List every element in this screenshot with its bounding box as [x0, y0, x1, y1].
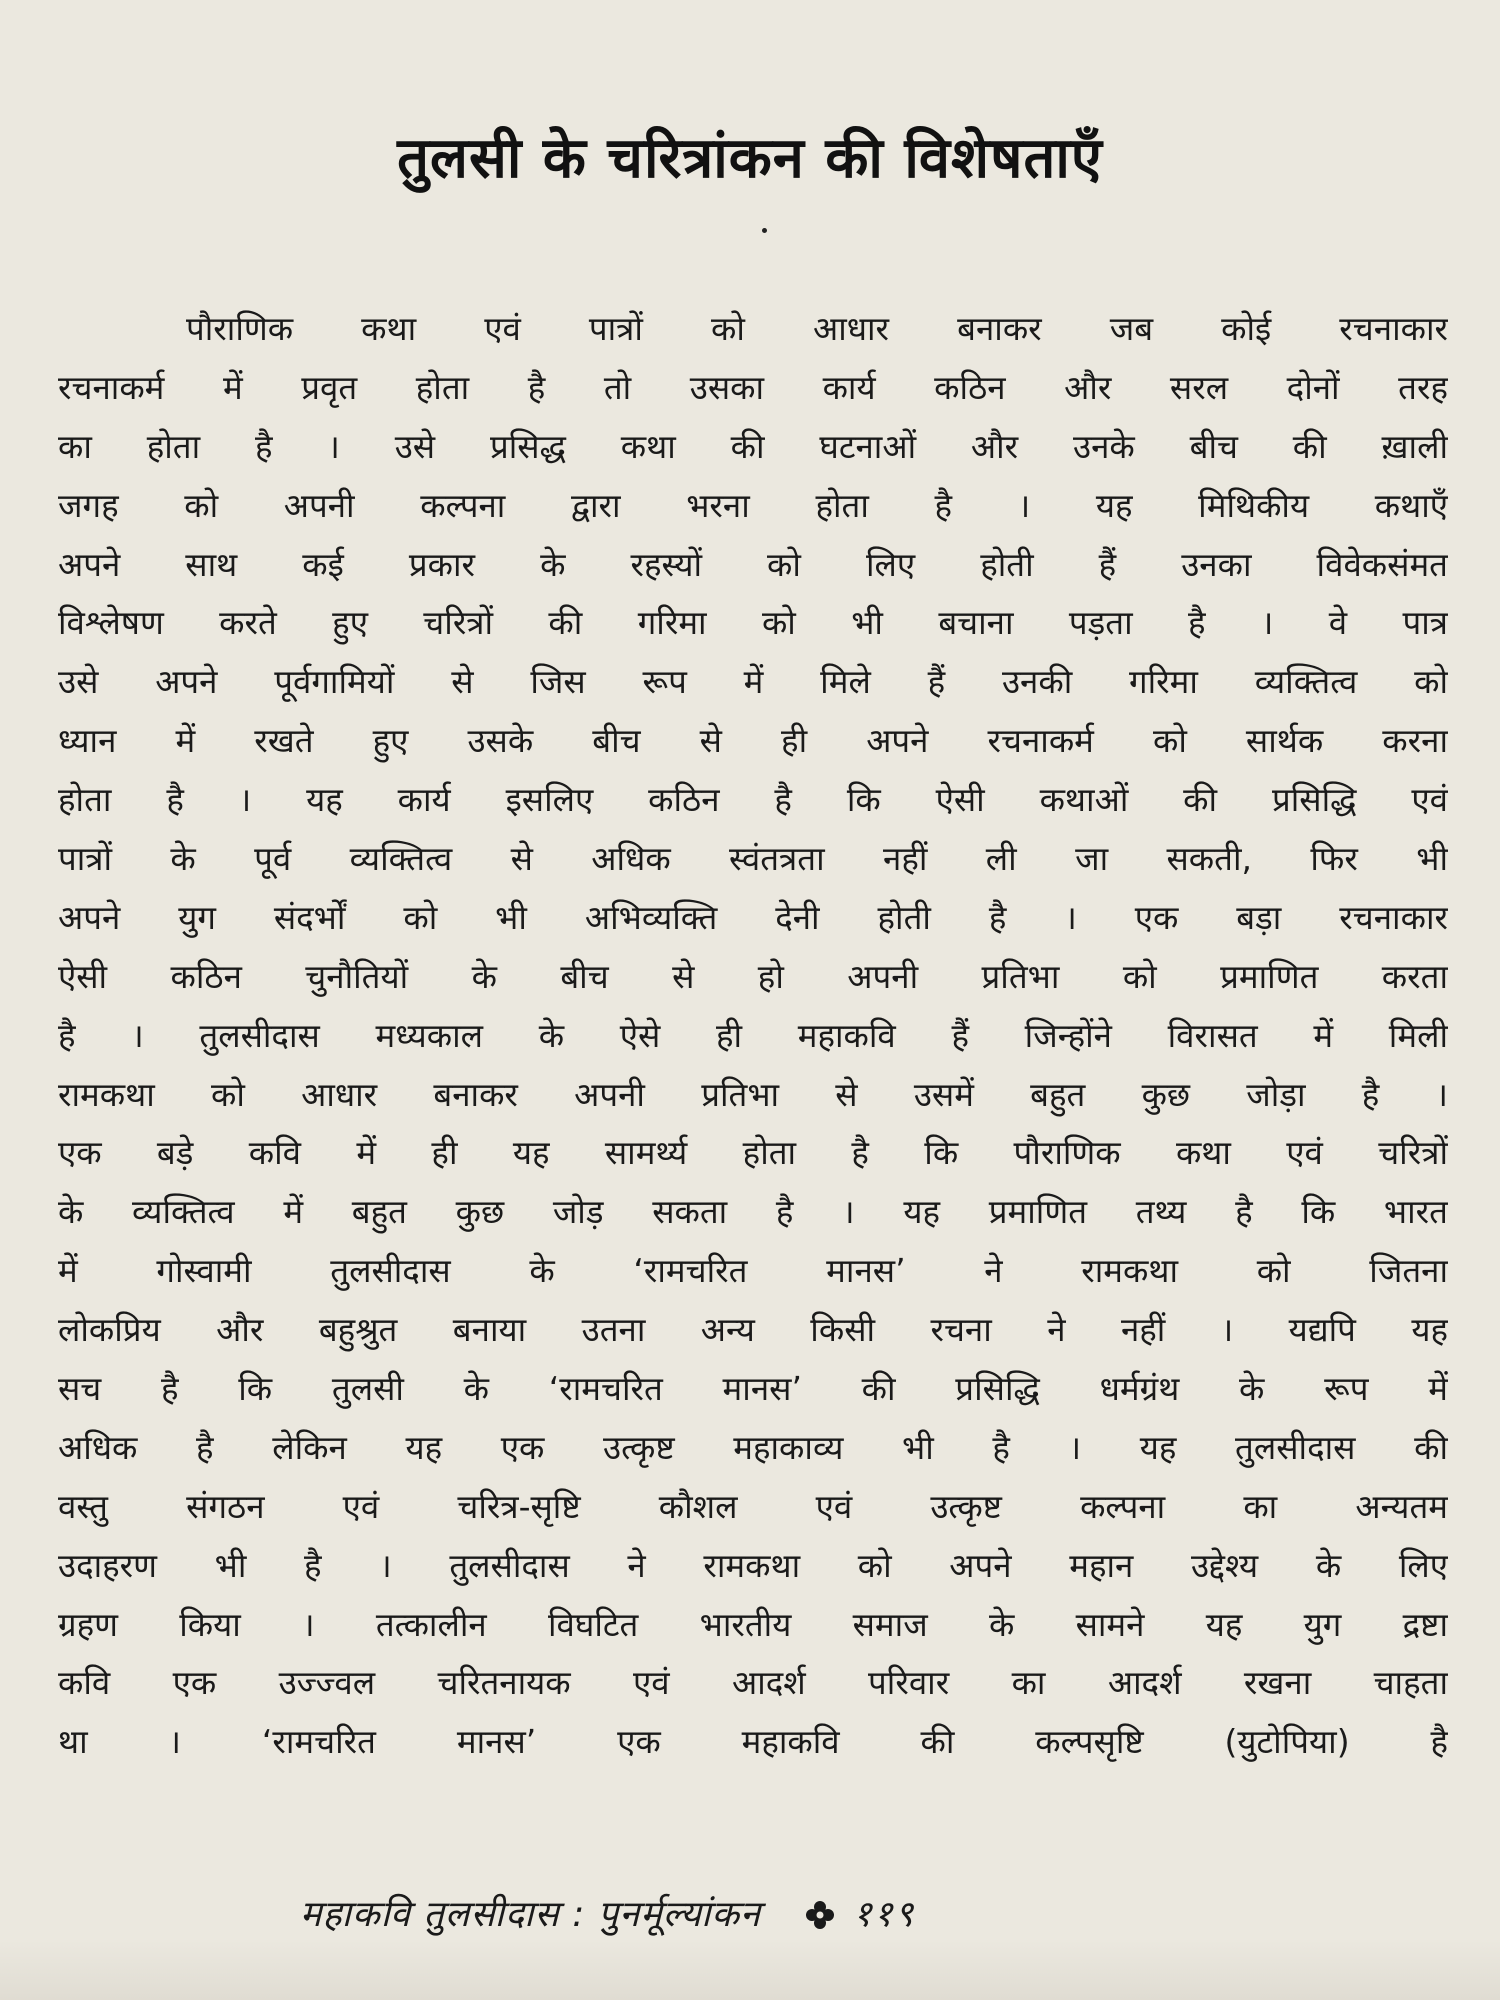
paragraph-line: अपने साथ कई प्रकार के रहस्यों को लिए होती हैं उनका विवेकसंमत: [58, 544, 1448, 584]
paragraph-line: का होता है । उसे प्रसिद्ध कथा की घटनाओं और उनके बीच की ख़ाली: [58, 426, 1448, 466]
paragraph-line: ऐसी कठिन चुनौतियों के बीच से हो अपनी प्रतिभा को प्रमाणित करता: [58, 956, 1448, 996]
paragraph-line: विश्लेषण करते हुए चरित्रों की गरिमा को भी बचाना पड़ता है । वे पात्र: [58, 603, 1448, 643]
paragraph-line: अधिक है लेकिन यह एक उत्कृष्ट महाकाव्य भी है । यह तुलसीदास की: [58, 1427, 1448, 1467]
paragraph-line: रचनाकर्म में प्रवृत होता है तो उसका कार्य कठिन और सरल दोनों तरह: [58, 367, 1448, 407]
running-footer-title: महाकवि तुलसीदास : पुनर्मूल्यांकन: [300, 1894, 762, 1935]
paragraph-line: था । ‘रामचरित मानस’ एक महाकवि की कल्पसृष्टि (युटोपिया) है: [58, 1722, 1448, 1762]
paragraph-line: में गोस्वामी तुलसीदास के ‘रामचरित मानस’ ने रामकथा को जितना: [58, 1251, 1448, 1291]
paragraph-line: अपने युग संदर्भों को भी अभिव्यक्ति देनी होती है । एक बड़ा रचनाकार: [58, 897, 1448, 937]
paragraph-line: जगह को अपनी कल्पना द्वारा भरना होता है । यह मिथिकीय कथाएँ: [58, 485, 1448, 525]
page-number: ११९: [853, 1894, 916, 1935]
chapter-title: तुलसी के चरित्रांकन की विशेषताएँ: [397, 126, 1103, 191]
paragraph-line: ग्रहण किया । तत्कालीन विघटित भारतीय समाज के सामने यह युग द्रष्टा: [58, 1604, 1448, 1644]
page-footer: [300, 1888, 1300, 1937]
paragraph-line: उसे अपने पूर्वगामियों से जिस रूप में मिले हैं उनकी गरिमा व्यक्तित्व को: [58, 662, 1448, 702]
paragraph-line: एक बड़े कवि में ही यह सामर्थ्य होता है कि पौराणिक कथा एवं चरित्रों: [58, 1133, 1448, 1173]
paragraph-line: वस्तु संगठन एवं चरित्र-सृष्टि कौशल एवं उत्कृष्ट कल्पना का अन्यतम: [58, 1486, 1448, 1526]
title-dot: [762, 228, 767, 233]
paragraph-line: सच है कि तुलसी के ‘रामचरित मानस’ की प्रसिद्धि धर्मग्रंथ के रूप में: [58, 1369, 1448, 1409]
paragraph-line: होता है । यह कार्य इसलिए कठिन है कि ऐसी कथाओं की प्रसिद्धि एवं: [58, 780, 1448, 820]
paragraph-line: लोकप्रिय और बहुश्रुत बनाया उतना अन्य किसी रचना ने नहीं । यद्यपि यह: [58, 1310, 1448, 1350]
paragraph-line: है । तुलसीदास मध्यकाल के ऐसे ही महाकवि हैं जिन्होंने विरासत में मिली: [58, 1015, 1448, 1055]
flower-icon: [805, 1898, 835, 1928]
paragraph-line: कवि एक उज्ज्वल चरितनायक एवं आदर्श परिवार का आदर्श रखना चाहता: [58, 1663, 1448, 1703]
paragraph-line: ध्यान में रखते हुए उसके बीच से ही अपने रचनाकर्म को सार्थक करना: [58, 721, 1448, 761]
paragraph-line: रामकथा को आधार बनाकर अपनी प्रतिभा से उसमें बहुत कुछ जोड़ा है ।: [58, 1074, 1448, 1114]
paragraph-line: पौराणिक कथा एवं पात्रों को आधार बनाकर जब कोई रचनाकार: [186, 309, 1448, 348]
paragraph-line: के व्यक्तित्व में बहुत कुछ जोड़ सकता है । यह प्रमाणित तथ्य है कि भारत: [58, 1192, 1448, 1232]
body-paragraph: [58, 300, 1448, 1772]
paragraph-line: उदाहरण भी है । तुलसीदास ने रामकथा को अपने महान उद्देश्य के लिए: [58, 1545, 1448, 1585]
paragraph-line: पात्रों के पूर्व व्यक्तित्व से अधिक स्वंतत्रता नहीं ली जा सकती, फिर भी: [58, 839, 1448, 879]
